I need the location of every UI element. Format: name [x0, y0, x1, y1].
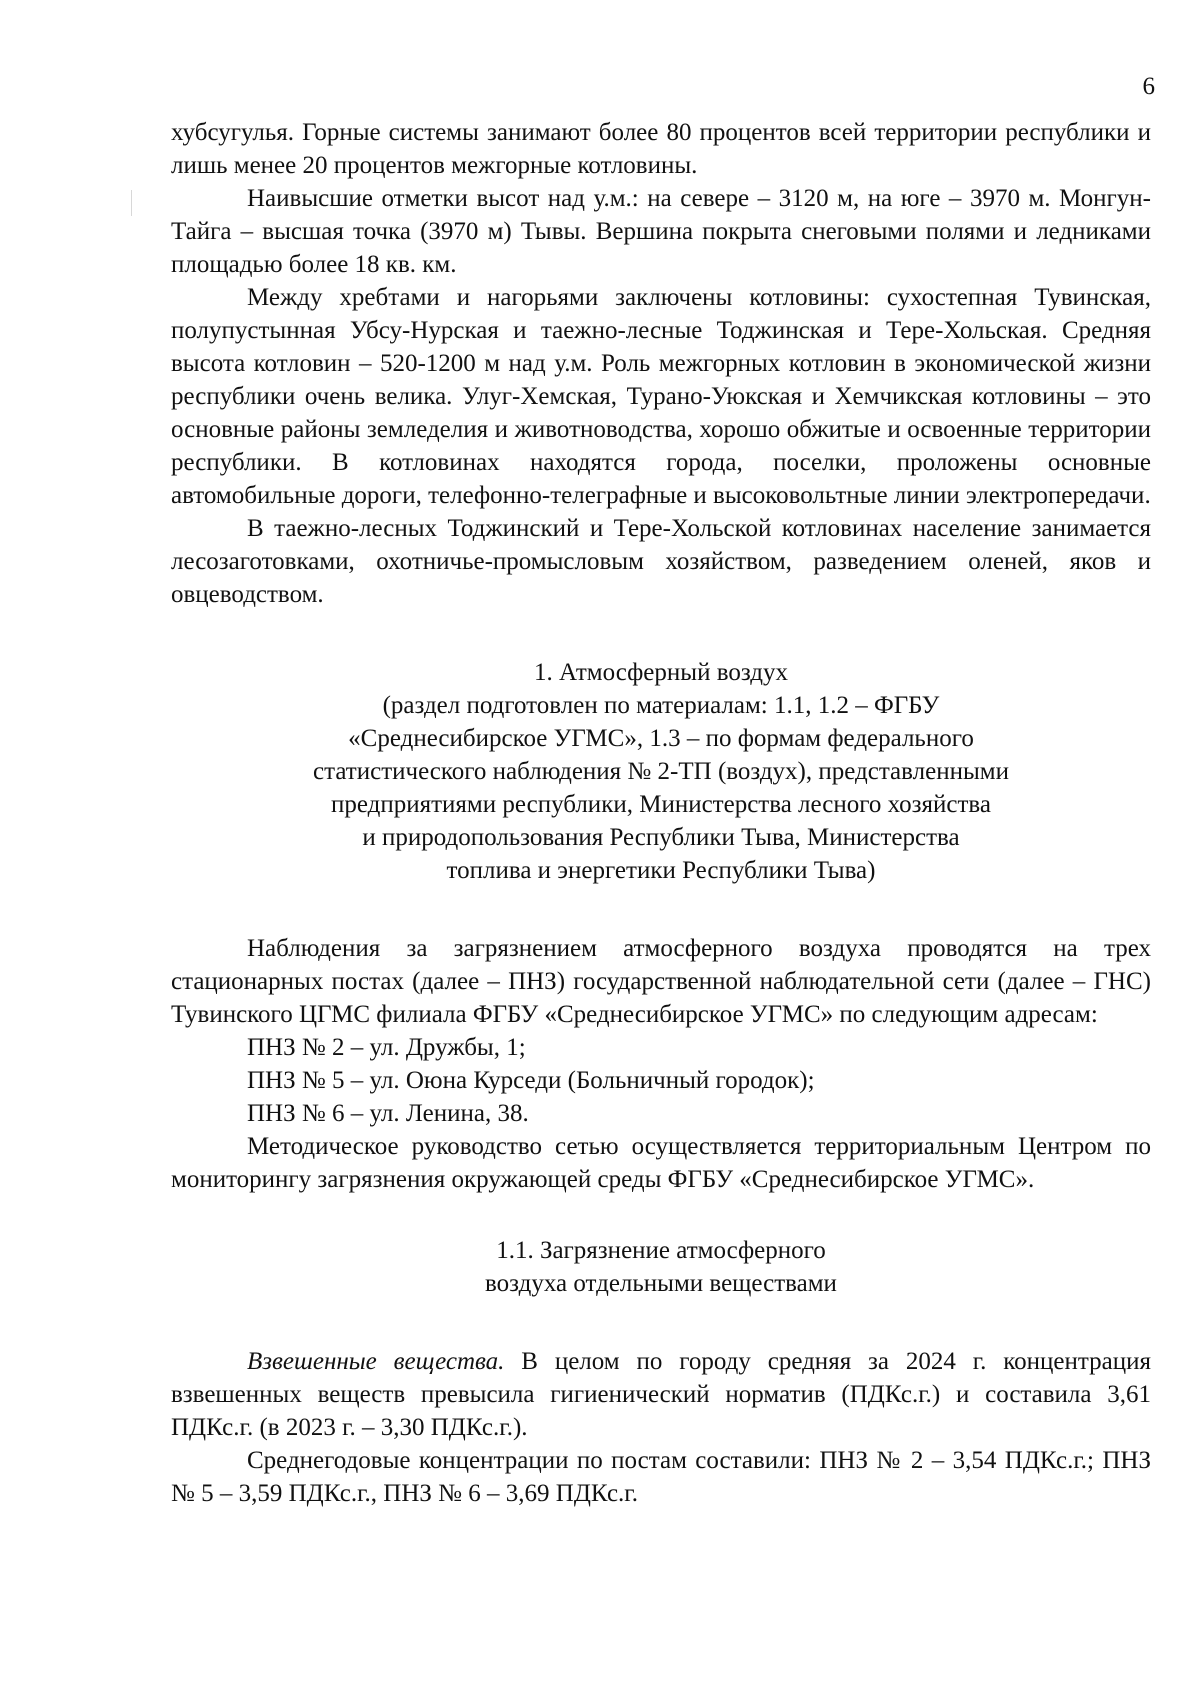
post-list-item: ПНЗ № 2 – ул. Дружбы, 1;: [247, 1034, 526, 1061]
section-1-1-heading: [171, 1234, 1151, 1300]
intro-paragraph-4: В таежно-лесных Тоджинский и Тере-Хольской котловинах население занимается лесозаготовками, охотничье-промысловым хозяйством, разведением оленей, яков и овцеводством.: [171, 515, 1151, 608]
section-1-1-heading-line: воздуха отдельными веществами: [485, 1270, 837, 1297]
intro-paragraph-3: Между хребтами и нагорьями заключены котловины: сухостепная Тувинская, полупустынная Убсу-Нурская и таежно-лесные Тоджинская и Тере-Хольская. Средняя высота котловин – 520-1200 м над у.м. Роль межгорных котловин в экономической жизни республики очень велика. Улуг-Хемская, Турано-Уюкская и Хемчикская котловины – это основные районы земледелия и животноводства, хорошо обжитые и освоенные территории республики. В котловинах находятся города, поселки, проложены основные автомобильные дороги, телефонно-телеграфные и высоковольтные линии электропередачи.: [171, 284, 1151, 509]
intro-paragraph-1: хубсугулья. Горные системы занимают более 80 процентов всей территории республики и лишь менее 20 процентов межгорные котловины.: [171, 119, 1151, 179]
observation-paragraph: Наблюдения за загрязнением атмосферного воздуха проводятся на трех стационарных постах (далее – ПНЗ) государственной наблюдательной сети (далее – ГНС) Тувинского ЦГМС филиала ФГБУ «Среднесибирское УГМС» по следующим адресам:: [171, 935, 1151, 1028]
suspended-matter-text: В целом по городу средняя за 2024 г. концентрация взвешенных веществ превысила гигиенический норматив (ПДКс.г.) и составила 3,61 ПДКс.г. (в 2023 г. – 3,30 ПДКс.г.).: [171, 1348, 1151, 1441]
section-1-1-heading-line: 1.1. Загрязнение атмосферного: [496, 1237, 826, 1264]
page-number: 6: [1142, 73, 1155, 100]
section-1-heading: [171, 656, 1151, 887]
section-1-heading-line: статистического наблюдения № 2-ТП (воздух), представленными: [313, 758, 1009, 785]
scan-artifact-line: [131, 190, 132, 216]
section-1-heading-line: топлива и энергетики Республики Тыва): [446, 857, 876, 884]
suspended-matter-label: Взвешенные вещества.: [247, 1348, 505, 1375]
methodology-paragraph: Методическое руководство сетью осуществляется территориальным Центром по мониторингу загрязнения окружающей среды ФГБУ «Среднесибирское УГМС».: [171, 1133, 1151, 1193]
section-1-heading-line: «Среднесибирское УГМС», 1.3 – по формам федерального: [348, 725, 974, 752]
post-list-item: ПНЗ № 6 – ул. Ленина, 38.: [247, 1100, 529, 1127]
section-1-heading-line: и природопользования Республики Тыва, Министерства: [362, 824, 960, 851]
annual-concentrations-paragraph: Среднегодовые концентрации по постам составили: ПНЗ № 2 – 3,54 ПДКс.г.; ПНЗ № 5 – 3,59 ПДКс.г., ПНЗ № 6 – 3,69 ПДКс.г.: [171, 1447, 1151, 1507]
suspended-matter-paragraph: [171, 1345, 1151, 1444]
post-list-item: ПНЗ № 5 – ул. Оюна Курседи (Больничный городок);: [247, 1067, 815, 1094]
intro-paragraph-2: Наивысшие отметки высот над у.м.: на севере – 3120 м, на юге – 3970 м. Монгун-Тайга – высшая точка (3970 м) Тывы. Вершина покрыта снеговыми полями и ледниками площадью более 18 кв. км.: [171, 185, 1151, 278]
section-1-heading-line: 1. Атмосферный воздух: [534, 659, 788, 686]
section-1-heading-line: предприятиями республики, Министерства лесного хозяйства: [331, 791, 991, 818]
document-body: [171, 116, 1151, 1510]
section-1-heading-line: (раздел подготовлен по материалам: 1.1, 1.2 – ФГБУ: [382, 692, 940, 719]
